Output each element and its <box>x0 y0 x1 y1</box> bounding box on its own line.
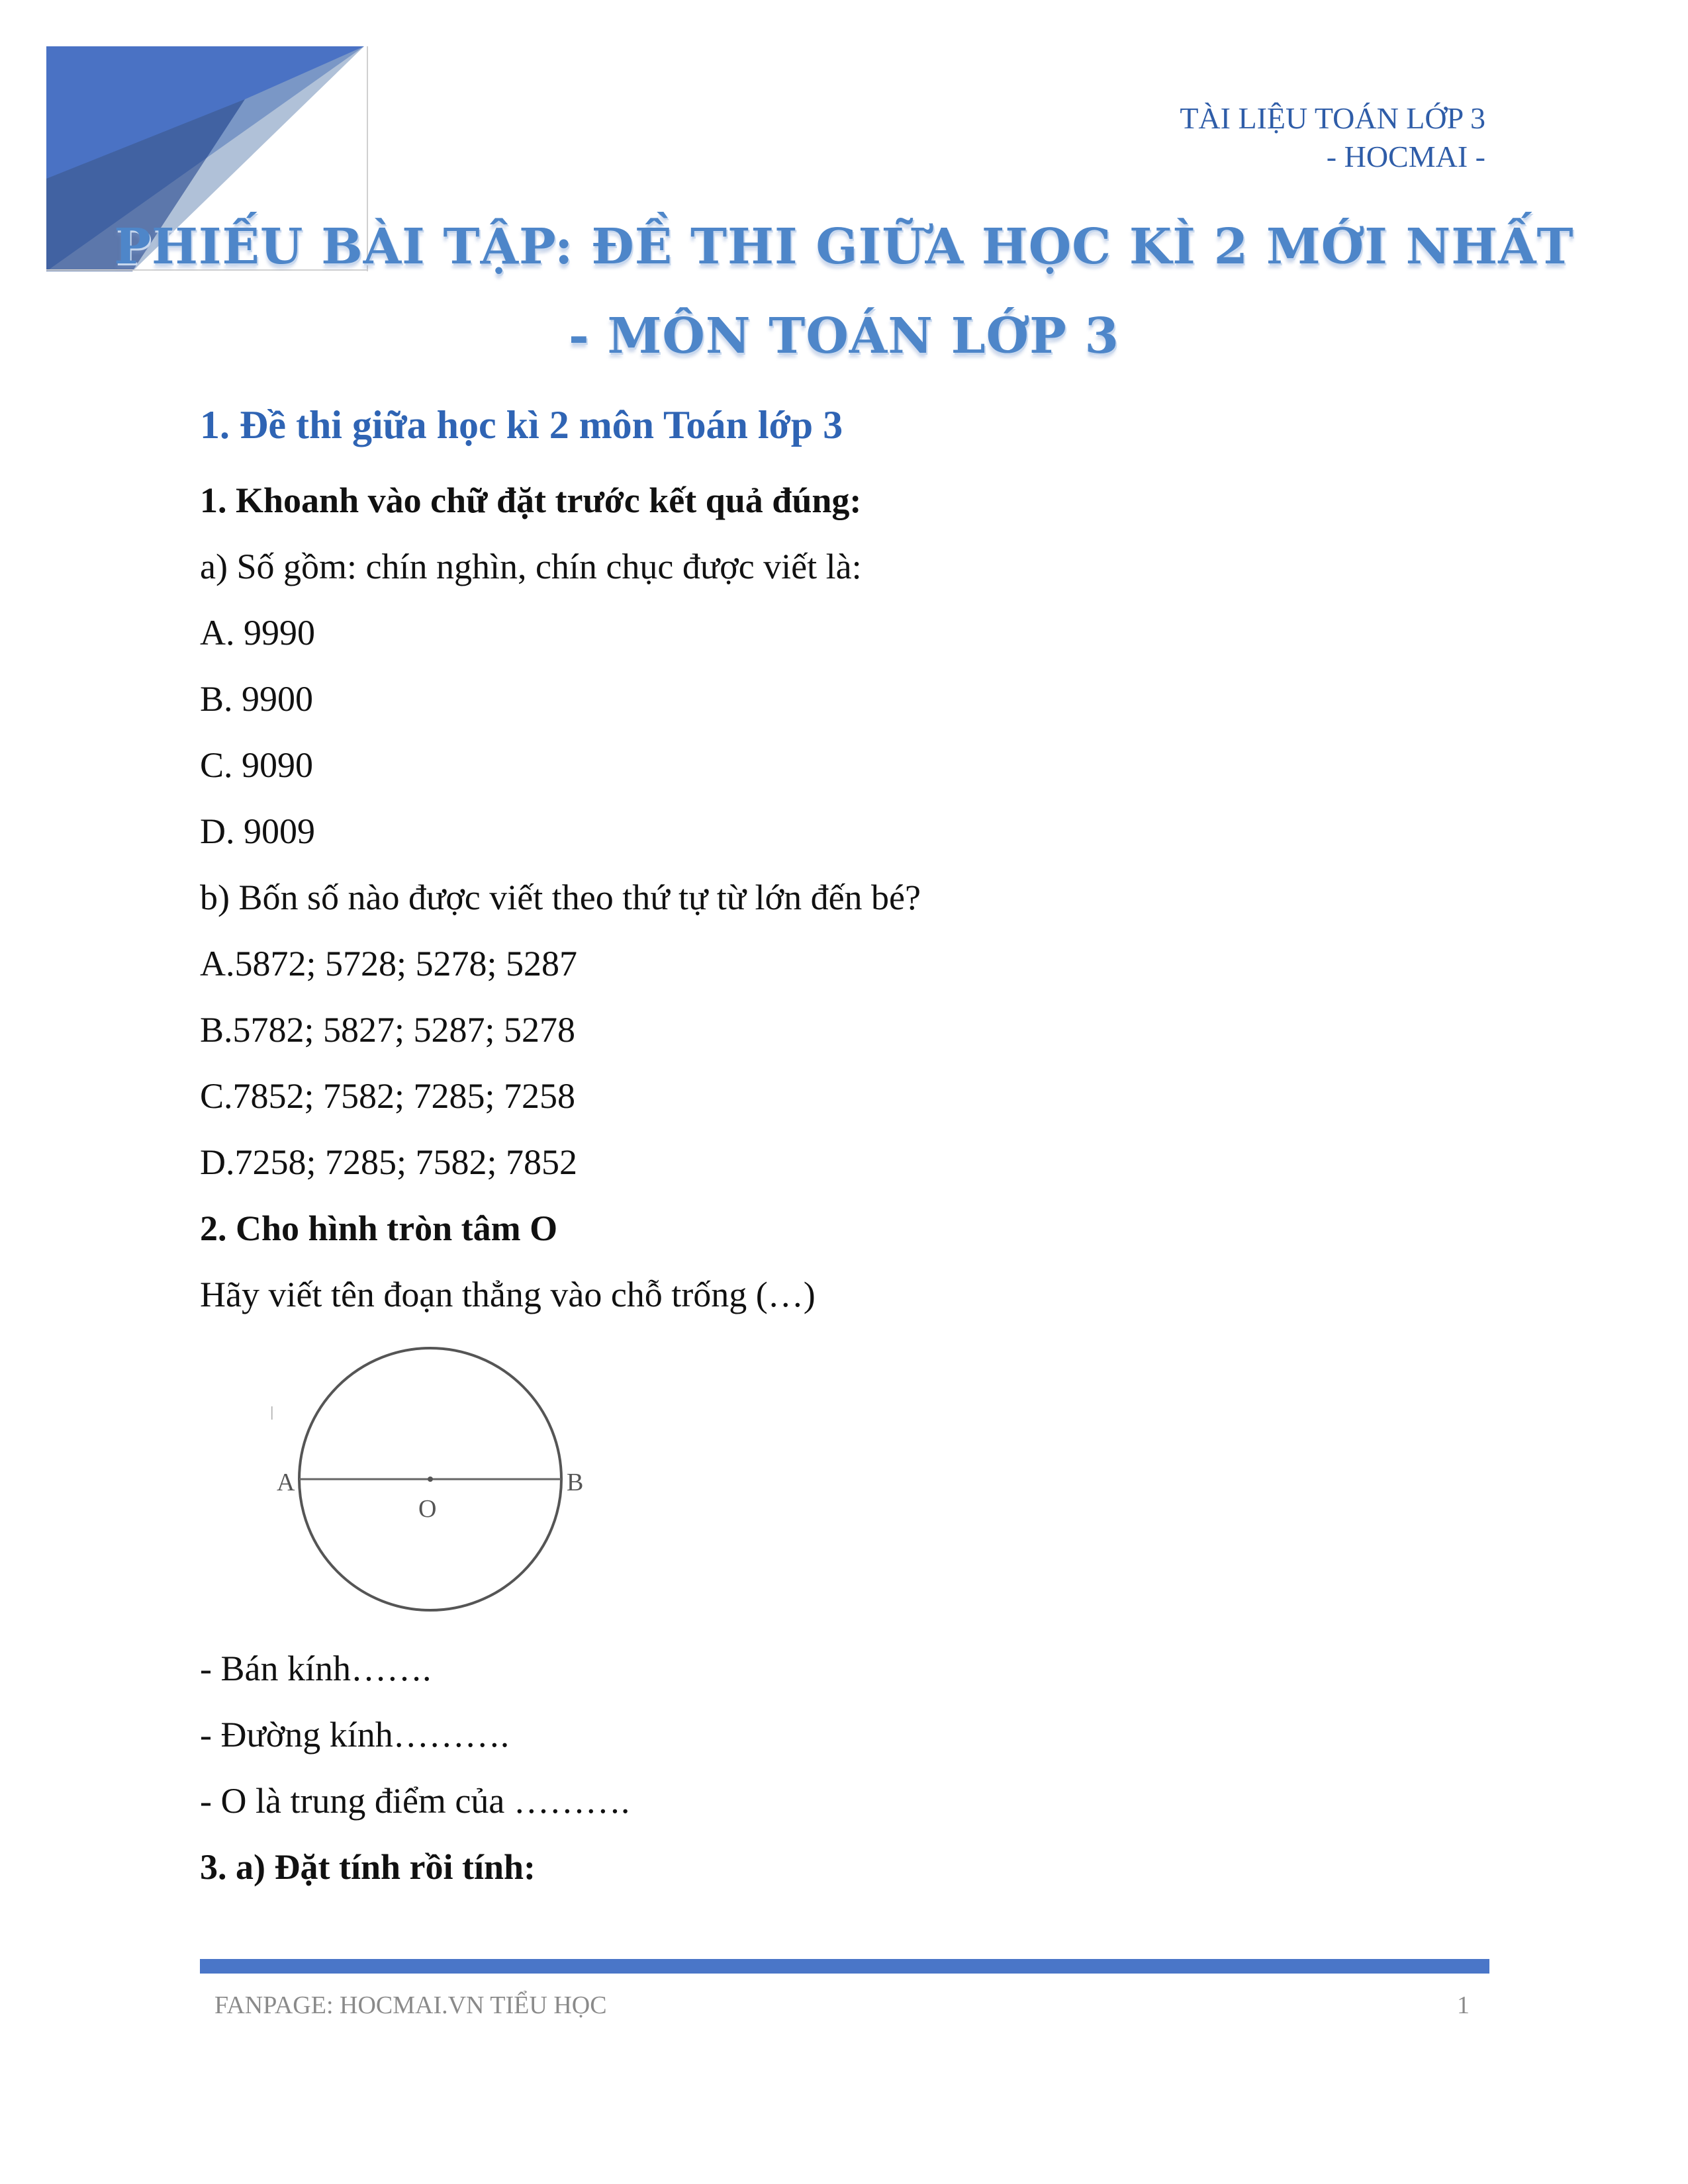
label-b: B <box>567 1469 584 1496</box>
header-line-1: TÀI LIỆU TOÁN LỚP 3 <box>1180 101 1485 135</box>
option-1a-d: D. 9009 <box>200 811 315 851</box>
page-number: 1 <box>1457 1991 1470 2019</box>
option-1b-d: D.7258; 7285; 7582; 7852 <box>200 1142 578 1182</box>
option-1a-a: A. 9990 <box>200 613 315 653</box>
center-point <box>428 1477 433 1482</box>
header-line-2: - HOCMAI - <box>1326 140 1485 173</box>
footer-divider <box>200 1959 1489 1974</box>
label-a: A <box>277 1469 295 1496</box>
question-1b-prompt: b) Bốn số nào được viết theo thứ tự từ lớn đến bé? <box>200 878 921 917</box>
question-3-heading: 3. a) Đặt tính rồi tính: <box>200 1847 536 1887</box>
question-2-instruction: Hãy viết tên đoạn thẳng vào chỗ trống (…) <box>200 1275 816 1314</box>
footer-fanpage: FANPAGE: HOCMAI.VN TIỂU HỌC <box>214 1991 607 2019</box>
option-1a-c: C. 9090 <box>200 745 314 785</box>
blank-midpoint: - O là trung điểm của ………. <box>200 1781 630 1821</box>
option-1b-a: A.5872; 5728; 5278; 5287 <box>200 944 578 983</box>
question-1a-prompt: a) Số gồm: chín nghìn, chín chục được viết là: <box>200 547 862 586</box>
question-1-heading: 1. Khoanh vào chữ đặt trước kết quả đúng: <box>200 480 862 520</box>
blank-radius: - Bán kính……. <box>200 1649 432 1688</box>
circle-figure <box>271 1343 629 1635</box>
option-1b-c: C.7852; 7582; 7285; 7258 <box>200 1076 576 1116</box>
page-title-line-2: - MÔN TOÁN LỚP 3 <box>569 308 1119 365</box>
document-header <box>1180 99 1485 176</box>
option-1a-b: B. 9900 <box>200 679 314 719</box>
option-1b-b: B.5782; 5827; 5287; 5278 <box>200 1010 576 1050</box>
question-2-heading: 2. Cho hình tròn tâm O <box>200 1208 558 1248</box>
label-o: O <box>418 1495 437 1523</box>
blank-diameter: - Đường kính………. <box>200 1715 510 1754</box>
page-title-line-1: PHIẾU BÀI TẬP: ĐỀ THI GIỮA HỌC KÌ 2 MỚI NHẤT <box>114 218 1574 275</box>
section-heading: 1. Đề thi giữa học kì 2 môn Toán lớp 3 <box>200 403 843 447</box>
